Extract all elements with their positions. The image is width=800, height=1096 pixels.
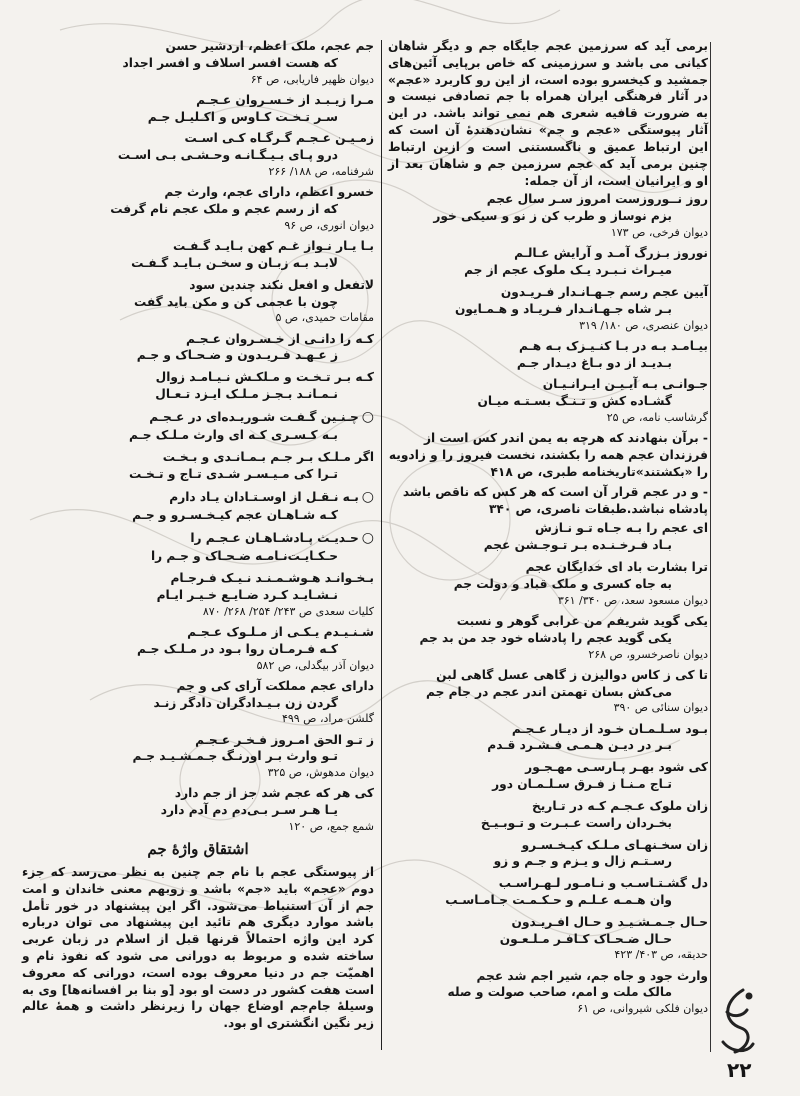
verse-quote bbox=[22, 529, 374, 565]
verse-source: دیوان سنائی ص ۳۹۰ bbox=[613, 701, 708, 715]
verse-quote bbox=[22, 449, 374, 483]
verse-line: کی شود بهـر پـارسـی مهـجـور bbox=[525, 760, 708, 775]
verse-line: کـه بـر تـخـت و مـلکـش نـیـامـد زوال bbox=[155, 370, 374, 385]
verse-quote bbox=[22, 785, 374, 834]
verse-line: زان سخـنهـای مـلـک کیـخـسـرو bbox=[521, 837, 708, 852]
verse-line: بـاد فـرخـنـده بـر تـوجـشن عجم bbox=[483, 538, 672, 553]
prose-note bbox=[388, 484, 708, 518]
verse-quote bbox=[22, 732, 374, 781]
verse-quote bbox=[22, 38, 374, 87]
section-heading: اشتقاق واژهٔ جم bbox=[147, 840, 249, 859]
verse-line: تـرا کی مـیـسـر شـدی تـاج و تـخـت bbox=[128, 466, 338, 481]
verse-line: ز تـو الحق امـروز فـخـر عـجـم bbox=[195, 732, 374, 747]
verse-line: به جاه کسری و ملک قباد و دولت جم bbox=[453, 576, 672, 591]
verse-line: بـود سـلـمـان خـود از دیـار عـجـم bbox=[511, 721, 708, 736]
verse-line: تـو وارث بـر اورنـگ جـمـشـیـد جـم bbox=[132, 749, 338, 764]
verse-line: اگر مـلـک بـر جـم بـمـانـدی و بـخـت bbox=[162, 450, 374, 465]
verse-quote bbox=[22, 238, 374, 272]
verse-quote bbox=[388, 968, 708, 1017]
verse-line: بـر در دیـن هـمـی فـشـرد قـدم bbox=[487, 738, 672, 753]
verse-line: می‌کش بسان تهمتن اندر عجم در جام جم bbox=[426, 684, 672, 699]
verse-line: وان هـمـه عـلـم و حـکـمـت جـامـاسـب bbox=[445, 892, 672, 907]
verse-line: نـشـایـد کـرد ضـایـع خـیـر ایـام bbox=[156, 587, 338, 602]
verse-source: دیوان ظهیر فاریابی، ص ۶۴ bbox=[250, 72, 374, 86]
verse-source: دیوان مسعود سعد، ص ۳۴۰/ ۳۶۱ bbox=[557, 593, 708, 607]
left-quotes-block bbox=[22, 38, 374, 403]
bullet-marker: ○ bbox=[361, 529, 374, 546]
verse-line: گردن زن بـیـدادگران دادگر زنـد bbox=[153, 695, 338, 710]
left-marked-quotes-block bbox=[22, 408, 374, 619]
verse-line: ز عـهـد فـریـدون و ضـحـاک و جـم bbox=[136, 348, 338, 363]
verse-quote bbox=[22, 277, 374, 326]
right-quotes-block bbox=[388, 191, 708, 425]
verse-line: بـه نـقـل از اوسـتـادان یـاد دارم bbox=[169, 489, 359, 504]
verse-line: درو پـای بـیـگـانـه وحـشـی بـی اسـت bbox=[117, 148, 338, 163]
verse-quote bbox=[22, 408, 374, 444]
verse-quote bbox=[388, 284, 708, 333]
left-column bbox=[22, 38, 374, 1034]
verse-source: دیوان ناصرخسرو، ص ۲۶۸ bbox=[588, 647, 708, 661]
verse-quote bbox=[22, 331, 374, 365]
verse-quote bbox=[388, 376, 708, 425]
verse-line: بـا یـار نـواز غـم کهن بـایـد گـفـت bbox=[172, 239, 374, 254]
verse-line: بـخـوانـد هـوشـمـنـد نـیـک فـرجـام bbox=[170, 571, 374, 586]
verse-line: روز نــوروزست امروز سـر سال عجم bbox=[486, 192, 708, 207]
verse-source: کلیات سعدی ص ۲۴۳/ ۲۵۴/ ۲۶۸/ ۸۷۰ bbox=[202, 604, 374, 618]
column-divider bbox=[381, 40, 382, 1050]
verse-line: لاتفعل و افعل نکند چندین سود bbox=[189, 277, 374, 292]
verse-line: نوروز بـزرگ آمـد و آرایش عـالـم bbox=[514, 246, 708, 261]
verse-line: ترا بشارت باد ای خدایگان عجم bbox=[525, 560, 708, 575]
verse-line: شـنـیـدم یـکـی از مـلـوک عـجـم bbox=[187, 624, 374, 639]
verse-line: بخـردان راست عـبـرت و تـوبـیـخ bbox=[480, 815, 672, 830]
bullet-marker: ○ bbox=[361, 488, 374, 505]
note-source: تاریخنامه طبری، ص ۴۱۸ bbox=[490, 464, 636, 479]
right-notes-block bbox=[388, 430, 708, 517]
verse-line: وارث جود و جاه جم، شیر اجم شد عجم bbox=[476, 968, 708, 983]
verse-source: دیوان آذر بیگدلی، ص ۵۸۲ bbox=[256, 658, 374, 672]
verse-line: مـرا زیـبـد از خـسـروان عـجـم bbox=[196, 92, 374, 107]
verse-line: خسرو اعظم، دارای عجم، وارث جم bbox=[164, 185, 374, 200]
margin-rule bbox=[710, 42, 711, 1052]
verse-quote bbox=[388, 875, 708, 909]
note-text: و در عجم قرار آن است که هر کس که ناقص باشد پادشاه نباشد. bbox=[402, 484, 708, 516]
verse-line: زمـیـن عـجـم گـرگـاه کـی اسـت bbox=[184, 131, 374, 146]
verse-source: دیوان فرخی، ص ۱۷۳ bbox=[610, 226, 708, 240]
verse-line: لابـد بـه زبـان و سخـن بـایـد گـفـت bbox=[131, 255, 338, 270]
verse-quote bbox=[22, 92, 374, 126]
verse-quote bbox=[22, 678, 374, 727]
verse-line: تا کی ز کاس دوالیزن ز گاهی عسل گاهی لبن bbox=[436, 667, 708, 682]
verse-line: یـا هـر سـر بـی‌دم دم آدم دارد bbox=[160, 803, 338, 818]
verse-quote bbox=[388, 721, 708, 755]
verse-quote bbox=[388, 613, 708, 662]
verse-line: دل گشـتـاسـب و نـامـور لـهـراسـب bbox=[498, 876, 708, 891]
verse-quote bbox=[388, 798, 708, 832]
verse-line: حـکـایـت‌نـامـه ضـحـاک و جـم را bbox=[150, 549, 338, 564]
verse-source: دیوان مدهوش، ص ۳۲۵ bbox=[267, 766, 374, 780]
verse-quote bbox=[388, 667, 708, 716]
etymology-paragraph: از پیوستگی عجم با نام جم چنین به نظر می‌رسد که جزء دوم «عجم» باید «جم» باشد و زوبهم معنی خاندان و امت جم از آن استنباط می‌شود. اگر این پیشنهاد در خور تأمل باشد موارد دیگری هم تائید این پیشنهاد می توان درباره کرد این واژه احتمالاً قرنها قبل از اسلام در زبان عربی ساخته شده و مربوط به دورانی می شود که نفوذ نام و اهمیّت جم در دنیا معروف بوده است، دورانی که معروف است هفت کشور در دست او بود [و بنا بر افسانه‌ها] وی به وسیلهٔ جام‌جم اوضاع جهان را زیرنظر داشت و همهٔ عالم زیر نگین انگشتری او بود. bbox=[22, 864, 374, 1031]
verse-line: که هست افسر اسلاف و افسر اجداد bbox=[122, 55, 338, 70]
left-quotes-block-2 bbox=[22, 624, 374, 834]
verse-line: میـراث نـبـرد یـک ملوک عجم از جم bbox=[464, 263, 672, 278]
verse-line: حـال جـمـشـیـد و حـال افـریـدون bbox=[511, 914, 708, 929]
verse-quote bbox=[22, 369, 374, 403]
intro-paragraph: برمی آید که سرزمین عجم جایگاه جم و دیگر شاهان کیانی می باشد و سرزمینی که خاص برپایی آئین‌های جمشید و کیخسرو بوده است، از این رو کاربرد «عجم» در آثار فرهنگی ایران همراه با جم تصادفی نیست و به ضرورت قافیه شعری هم نمی تواند باشد. در این آثار پیوستگی «عجم و جم» نشان‌دهندهٔ آن است که این ارتباط عمیق و ناگسستنی است و ازین ارتباط چنین برمی آید که عجم سرزمین جم و شاهان بعد از او و ایرانیان است، از آن جمله: bbox=[388, 39, 708, 188]
verse-line: کـه فـرمـان روا بـود در مـلـک جـم bbox=[136, 641, 338, 656]
prose-note bbox=[388, 430, 708, 480]
verse-quote bbox=[388, 245, 708, 279]
verse-quote bbox=[388, 559, 708, 608]
verse-source: گلشن مراد، ص ۴۹۹ bbox=[281, 712, 374, 726]
verse-quote bbox=[22, 624, 374, 673]
note-marker: - bbox=[698, 431, 708, 446]
verse-quote bbox=[388, 759, 708, 793]
verse-quote bbox=[22, 130, 374, 179]
verse-quote bbox=[388, 837, 708, 871]
verse-line: که از رسم عجم و ملک عجم نام گرفت bbox=[110, 202, 338, 217]
verse-source: شمع جمع، ص ۱۲۰ bbox=[288, 819, 374, 833]
verse-line: مالک ملت و امم، صاحب صولت و صله bbox=[447, 985, 672, 1000]
note-source: طبقات ناصری، ص ۳۴۰ bbox=[488, 501, 627, 516]
verse-source: دیوان فلکی شیروانی، ص ۶۱ bbox=[577, 1002, 708, 1016]
verse-line: تـاج مـنـا ز فـرق سـلـمـان دور bbox=[492, 777, 672, 792]
verse-line: آیین عجم رسم جـهـانـدار فـریـدون bbox=[500, 284, 708, 299]
verse-line: بـر شاه جـهـانـدار فـریـاد و هـمـایون bbox=[454, 301, 672, 316]
verse-quote bbox=[388, 914, 708, 963]
note-marker: - bbox=[698, 484, 708, 499]
verse-line: یکی گوید عجم را پادشاه خود جد من بد جم bbox=[419, 630, 672, 645]
verse-quote bbox=[388, 520, 708, 554]
verse-line: چـنـین گـفـت شـوریـده‌ای در عـجـم bbox=[149, 409, 359, 424]
verse-line: زان ملوک عـجـم کـه در تـاریخ bbox=[531, 798, 708, 813]
right-column bbox=[388, 38, 708, 1021]
verse-line: رسـتـم زال و یـزم و جـم و زو bbox=[493, 854, 672, 869]
verse-line: حـال ضـحـاک کـافـر مـلـعـون bbox=[499, 931, 672, 946]
note-text: برآن بنهادند که هرچه به یمن اندر کس است از فرزندان عجم همه را بکشند، نخست فیروز را و زادویه را «بکشتند» bbox=[388, 431, 708, 479]
right-quotes-block-2 bbox=[388, 520, 708, 1016]
verse-line: گشـاده کش و تـنـگ بسـتـه میـان bbox=[477, 394, 672, 409]
verse-line: ای عجم را بـه جـاه تـو نـازش bbox=[534, 521, 708, 536]
verse-line: بزم نوساز و طرب کن ز نو و سیکی خور bbox=[433, 209, 672, 224]
page-number: ۲۲ bbox=[727, 1058, 752, 1082]
verse-quote bbox=[22, 184, 374, 233]
verse-line: بیـامـد بـه در بـا کنـیـزک بـه هـم bbox=[519, 338, 708, 353]
verse-line: جم عجم، ملک اعظم، اردشیر حسن bbox=[165, 39, 374, 53]
verse-line: سـر تـخـت کـاوس و اکـلیـل جـم bbox=[147, 109, 338, 124]
verse-quote bbox=[22, 570, 374, 619]
verse-line: بـدیـد از دو بـاغ دیـدار جـم bbox=[516, 355, 672, 370]
verse-line: کـه شـاهـان عجم کیـخـسـرو و جـم bbox=[132, 508, 338, 523]
verse-source: شرفنامه، ص ۱۸۸/ ۲۶۶ bbox=[268, 165, 374, 179]
verse-source: دیوان انوری، ص ۹۶ bbox=[284, 218, 374, 232]
verse-line: بـه کـسـری کـه ای وارث مـلـک جـم bbox=[128, 428, 338, 443]
verse-quote bbox=[388, 338, 708, 372]
verse-source: حدیقه، ص ۴۰۳/ ۴۲۳ bbox=[614, 948, 708, 962]
verse-source: مقامات حمیدی، ص ۵ bbox=[275, 311, 374, 325]
verse-line: یکی گوید شریفم من عرابی گوهر و نسبت bbox=[456, 613, 708, 628]
verse-line: دارای عجم مملکت آرای کی و جم bbox=[176, 678, 374, 693]
verse-source: گرشاسب نامه، ص ۲۵ bbox=[606, 411, 708, 425]
verse-quote bbox=[22, 488, 374, 524]
verse-line: کی هر که عجم شد جز از جم دارد bbox=[174, 786, 374, 801]
verse-line: جـوانـی بـه آیـیـن ایـرانـیـان bbox=[542, 377, 708, 392]
verse-line: نـمـانـد بـجـز مـلـک ایـزد تـعـال bbox=[155, 387, 338, 402]
verse-line: حـدیـث پـادشـاهـان عـجـم را bbox=[190, 530, 359, 545]
verse-line: کـه را دانـی از خـسـروان عـجـم bbox=[185, 331, 374, 346]
bullet-marker: ○ bbox=[361, 408, 374, 425]
verse-quote bbox=[388, 191, 708, 240]
verse-line: چون با عجمی کن و مکن باید گفت bbox=[133, 294, 338, 309]
verse-source: دیوان عنصری، ص ۱۸۰/ ۳۱۹ bbox=[579, 318, 708, 332]
